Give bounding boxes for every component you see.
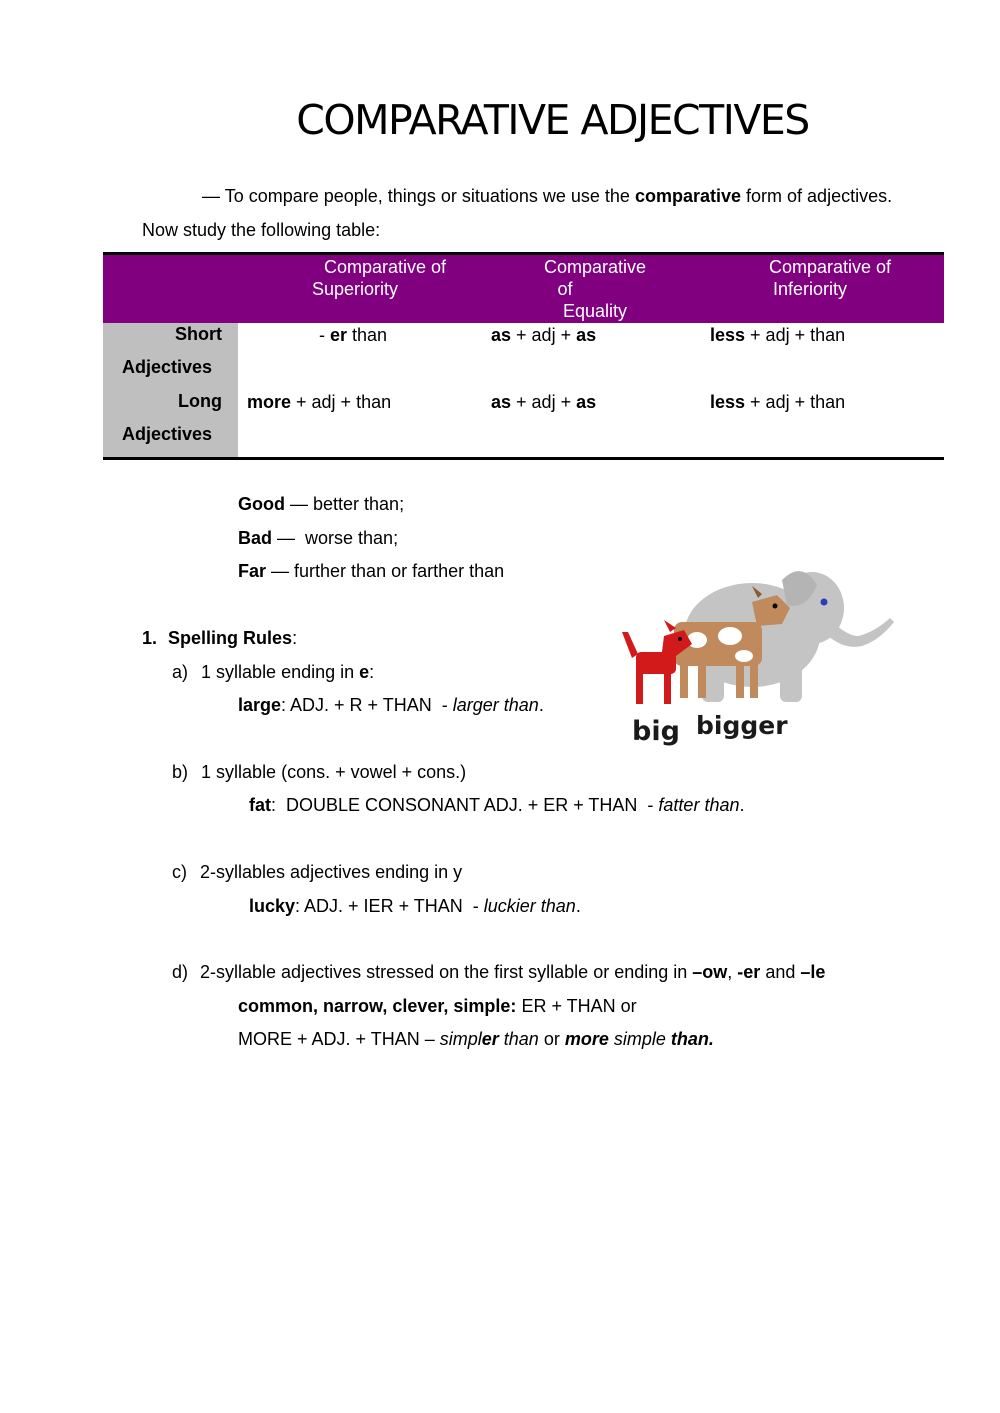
header-inferiority xyxy=(730,256,930,300)
cell-bold: as xyxy=(576,325,597,345)
header-inferiority-line2: Inferiority xyxy=(772,279,848,299)
example-end: . xyxy=(538,695,544,715)
example-bold-italic: more xyxy=(564,1029,609,1049)
intro-dash: — xyxy=(202,186,220,206)
intro-text-pre: To compare people, things or situations we use the xyxy=(224,186,630,206)
page-title: COMPARATIVE ADJECTIVES xyxy=(296,96,809,144)
rule-d-line2 xyxy=(238,996,637,1017)
big-bigger-illustration xyxy=(612,540,902,750)
rule-a-example xyxy=(238,695,544,716)
row-label-short-adjectives: Adjectives xyxy=(122,357,213,377)
cell-text: - xyxy=(319,325,330,345)
rule-b-heading xyxy=(172,762,466,783)
rule-text: 2-syllable adjectives stressed on the first syllable or ending in xyxy=(200,962,693,982)
example-result: fatter than xyxy=(658,795,740,815)
example-word: lucky xyxy=(249,896,296,916)
example-end: . xyxy=(739,795,745,815)
cell-bold: er xyxy=(330,325,348,345)
cell-short-equality xyxy=(491,324,596,346)
cell-long-inferiority xyxy=(710,391,845,413)
example-result: luckier than xyxy=(483,896,576,916)
example-italic: simpl xyxy=(439,1029,482,1049)
row-label-short: Short xyxy=(175,324,222,344)
example-result: larger than xyxy=(452,695,539,715)
rule-marker: b) xyxy=(172,762,189,782)
rule-a-heading xyxy=(172,662,374,683)
header-superiority-line2: Superiority xyxy=(311,279,399,299)
rule-bold: common, narrow, clever, simple: xyxy=(238,996,517,1016)
rule-bold: e xyxy=(359,662,370,682)
cell-text: + adj + xyxy=(511,392,577,412)
irregular-far xyxy=(238,561,504,582)
cell-short-inferiority xyxy=(710,324,845,346)
example-word: large xyxy=(238,695,282,715)
row-label-long-adjectives: Adjectives xyxy=(122,424,213,444)
example-formula: : ADJ. + IER + THAN - xyxy=(295,896,484,916)
table-bottom-rule xyxy=(103,457,944,460)
irregular-good xyxy=(238,494,404,515)
cell-bold: as xyxy=(491,392,512,412)
irregular-word: Far xyxy=(238,561,267,581)
rule-text: 1 syllable ending in xyxy=(201,662,360,682)
rule-c-example xyxy=(249,896,581,917)
cell-text: + adj + than xyxy=(745,392,846,412)
example-bold-italic: er xyxy=(481,1029,499,1049)
rule-b-example xyxy=(249,795,745,816)
cell-long-superiority xyxy=(247,391,391,413)
rule-text: or xyxy=(538,1029,565,1049)
rule-marker: a) xyxy=(172,662,189,682)
rule-marker: c) xyxy=(172,862,187,882)
example-italic: simple xyxy=(608,1029,671,1049)
cell-text: + adj + than xyxy=(291,392,392,412)
cell-long-equality xyxy=(491,391,596,413)
cell-bold: less xyxy=(710,392,746,412)
cell-short-superiority xyxy=(319,324,387,346)
header-inferiority-line1: Comparative of xyxy=(768,257,892,277)
cell-bold: more xyxy=(247,392,292,412)
spelling-colon: : xyxy=(292,628,298,648)
irregular-rest: — better than; xyxy=(285,494,405,514)
example-formula: : ADJ. + R + THAN - xyxy=(281,695,453,715)
example-bold-italic: than. xyxy=(670,1029,714,1049)
rule-d-line3 xyxy=(238,1029,714,1050)
animals-drawing xyxy=(612,540,902,750)
spelling-title: Spelling Rules xyxy=(168,628,293,648)
rule-text: , xyxy=(727,962,738,982)
example-word: fat xyxy=(249,795,271,815)
cell-bold: as xyxy=(576,392,597,412)
label-big: big xyxy=(632,716,680,747)
header-equality-line1: Comparative xyxy=(543,257,647,277)
irregular-word: Good xyxy=(238,494,285,514)
header-equality-line3: Equality xyxy=(562,301,628,321)
cell-bold: less xyxy=(710,325,746,345)
label-bigger: bigger xyxy=(696,711,788,740)
cell-bold: as xyxy=(491,325,512,345)
intro-bold-word: comparative xyxy=(634,186,742,206)
comparison-table xyxy=(103,252,944,459)
rule-c-heading xyxy=(172,862,462,883)
rule-bold: –le xyxy=(800,962,826,982)
rule-bold: –ow xyxy=(692,962,728,982)
rule-text: 2-syllables adjectives ending in y xyxy=(200,862,463,882)
rule-text: 1 syllable (cons. + vowel + cons.) xyxy=(201,762,467,782)
rule-text: : xyxy=(369,662,375,682)
irregular-rest: — worse than; xyxy=(272,528,399,548)
cell-text: + adj + xyxy=(511,325,577,345)
example-formula: : DOUBLE CONSONANT ADJ. + ER + THAN - xyxy=(271,795,659,815)
irregular-rest: — further than or farther than xyxy=(266,561,505,581)
irregular-word: Bad xyxy=(238,528,273,548)
header-equality-line2: of xyxy=(557,279,573,299)
rule-text: ER + THAN or xyxy=(516,996,637,1016)
rule-marker: d) xyxy=(172,962,189,982)
header-superiority-line1: Comparative of xyxy=(323,257,447,277)
example-italic: than xyxy=(498,1029,539,1049)
rule-text: MORE + ADJ. + THAN – xyxy=(238,1029,440,1049)
row-label-long: Long xyxy=(178,391,222,411)
example-end: . xyxy=(575,896,581,916)
rule-d-heading xyxy=(172,962,825,983)
intro-paragraph xyxy=(202,186,892,207)
irregular-bad xyxy=(238,528,398,549)
cell-text: than xyxy=(347,325,388,345)
rule-text: and xyxy=(760,962,801,982)
list-number: 1. xyxy=(142,628,158,648)
rule-bold: -er xyxy=(737,962,761,982)
study-instruction: Now study the following table: xyxy=(142,220,381,240)
spelling-rules-heading xyxy=(142,628,297,649)
cell-text: + adj + than xyxy=(745,325,846,345)
intro-text-post: form of adjectives. xyxy=(746,186,893,206)
header-equality xyxy=(495,256,695,322)
